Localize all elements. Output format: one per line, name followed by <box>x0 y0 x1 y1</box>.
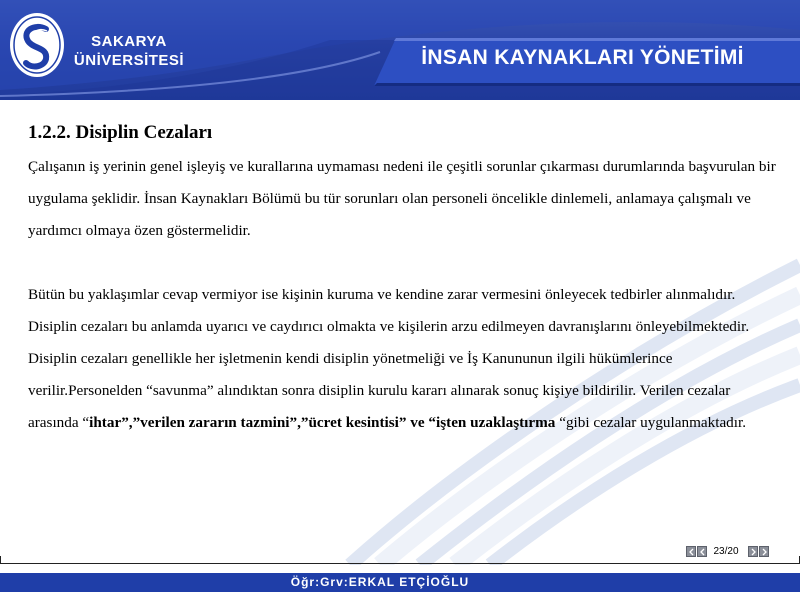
page-indicator: 23/20 <box>713 546 739 557</box>
slide-header <box>0 0 800 100</box>
last-page-icon[interactable] <box>759 546 769 557</box>
university-name <box>66 32 192 70</box>
next-page-icon[interactable] <box>748 546 758 557</box>
previous-page-icon[interactable] <box>697 546 707 557</box>
course-title: İNSAN KAYNAKLARI YÖNETİMİ <box>421 46 744 69</box>
university-name-line2: ÜNİVERSİTESİ <box>73 52 185 69</box>
slide-content <box>28 118 778 439</box>
paragraph-2-bold-penalties: ihtar”,”verilen zararın tazmini”,”ücret kesintisi” ve “işten uzaklaştırma <box>89 414 556 431</box>
university-name-line1: SAKARYA <box>91 33 167 50</box>
instructor-name: Öğr:Grv:ERKAL ETÇİOĞLU <box>290 575 470 589</box>
paragraph-2 <box>28 279 778 439</box>
paragraph-1: Çalışanın iş yerinin genel işleyiş ve kurallarına uymaması nedeni ile çeşitli sorunlar çıkarması durumlarında başvurulan bir uygulama şeklidir. İnsan Kaynakları Bölümü bu tür sorunları olan personeli öncelikle dinlemeli, anlamaya çalışmalı ve yardımcı olmaya özen göstermelidir. <box>28 158 776 239</box>
section-title: 1.2.2. Disiplin Cezaları <box>28 122 213 143</box>
paragraph-2-text: Bütün bu yaklaşımlar cevap vermiyor ise kişinin kuruma ve kendine zarar vermesini önleyecek tedbirler alınmalıdır. Disiplin cezaları bu anlamda uyarıcı ve caydırıcı olmakta ve kişilerin arzu edilmeyen davranışlarını önleyebilmektedir. Disiplin cezaları genellikle her işletmenin kendi disiplin yönetmeliği ve İş Kanununun ilgili hükümlerince verilir.Personelden “savunma” alındıktan sonra disiplin kurulu kararı alınarak sonuç kişiye bildirilir. Verilen cezalar arasında “ <box>28 286 750 431</box>
paragraph-spacer <box>28 247 778 279</box>
first-page-icon[interactable] <box>686 546 696 557</box>
paragraph-2-ending: “gibi cezalar uygulanmaktadır. <box>555 414 747 431</box>
footer-divider <box>0 563 800 564</box>
university-logo-icon <box>8 11 66 79</box>
